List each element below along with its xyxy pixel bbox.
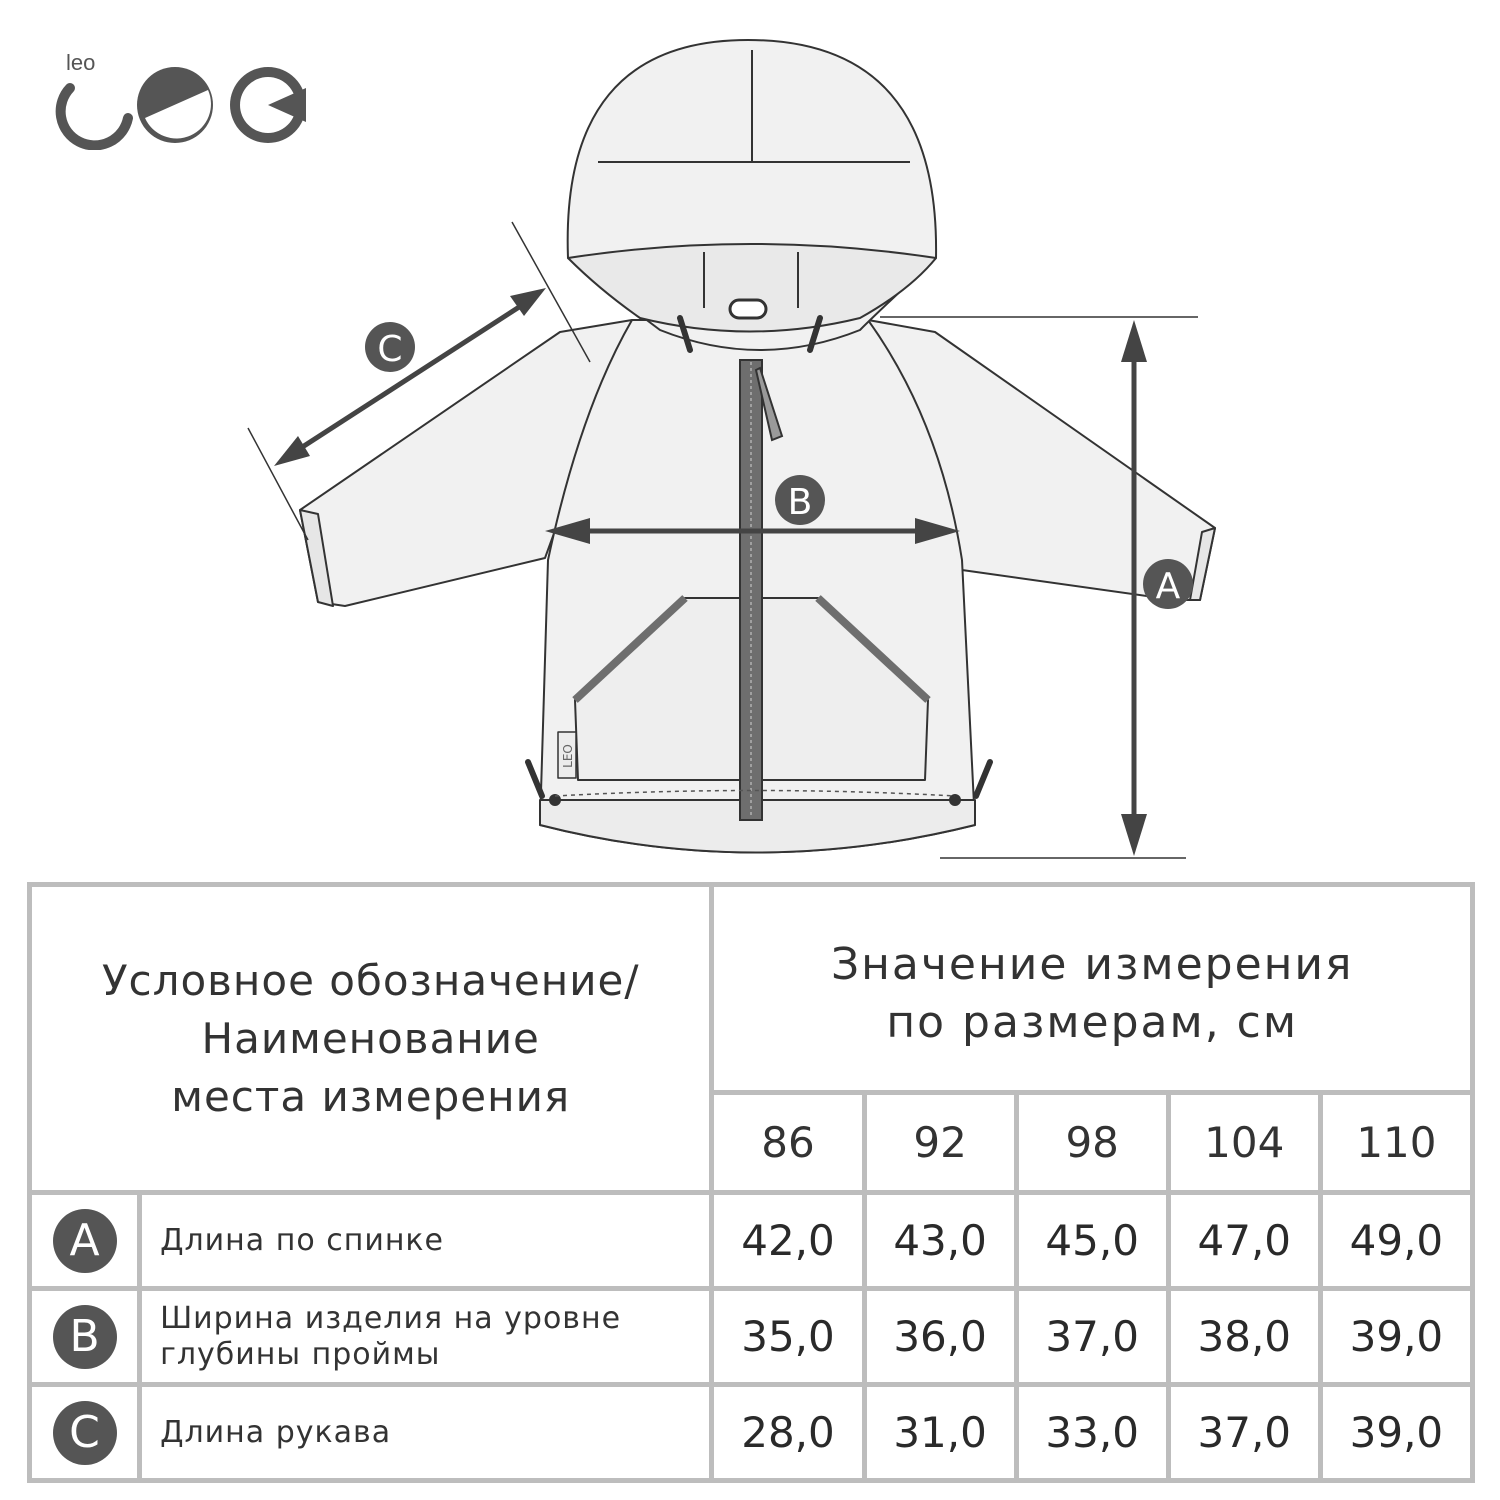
size-header-98: 98	[1016, 1093, 1168, 1193]
value-cell: 33,0	[1016, 1385, 1168, 1481]
pocket-tag-label: LEO	[561, 744, 575, 768]
value-cell: 38,0	[1168, 1289, 1320, 1385]
value-cell: 35,0	[712, 1289, 864, 1385]
logo-text: leo	[66, 50, 96, 75]
dimension-a-label: A	[1155, 566, 1181, 607]
size-header-92: 92	[864, 1093, 1016, 1193]
row-mark	[30, 1193, 140, 1289]
size-header-86: 86	[712, 1093, 864, 1193]
header-values-line: Значение измерения	[830, 938, 1354, 990]
value-cell: 47,0	[1168, 1193, 1320, 1289]
header-name-line: места измерения	[171, 1071, 571, 1121]
table-row	[30, 1385, 1473, 1481]
row-mark	[30, 1385, 140, 1481]
value-cell: 31,0	[864, 1385, 1016, 1481]
row-name: Длина по спинке	[140, 1193, 712, 1289]
dimension-c-label: C	[377, 329, 403, 370]
value-cell: 36,0	[864, 1289, 1016, 1385]
value-cell: 39,0	[1320, 1385, 1472, 1481]
size-header-104: 104	[1168, 1093, 1320, 1193]
value-cell: 42,0	[712, 1193, 864, 1289]
row-mark	[30, 1289, 140, 1385]
mark-badge-a: A	[53, 1209, 117, 1273]
row-name: Длина рукава	[140, 1385, 712, 1481]
value-cell: 37,0	[1016, 1289, 1168, 1385]
header-measurement-name	[30, 885, 712, 1193]
header-measurement-values	[712, 885, 1473, 1093]
value-cell: 39,0	[1320, 1289, 1472, 1385]
mark-badge-c: C	[53, 1401, 117, 1465]
value-cell: 43,0	[864, 1193, 1016, 1289]
dimension-b-label: B	[787, 482, 813, 523]
value-cell: 49,0	[1320, 1193, 1472, 1289]
value-cell: 45,0	[1016, 1193, 1168, 1289]
table-row	[30, 1289, 1473, 1385]
value-cell: 28,0	[712, 1385, 864, 1481]
table-row	[30, 1193, 1473, 1289]
header-values-line: по размерам, см	[886, 996, 1299, 1048]
size-header-110: 110	[1320, 1093, 1472, 1193]
header-name-line: Условное обозначение/	[101, 955, 640, 1005]
header-name-line: Наименование	[201, 1013, 540, 1063]
row-name: Ширина изделия на уровне глубины проймы	[140, 1289, 712, 1385]
size-chart-table	[27, 882, 1475, 1483]
value-cell: 37,0	[1168, 1385, 1320, 1481]
mark-badge-b: B	[53, 1305, 117, 1369]
